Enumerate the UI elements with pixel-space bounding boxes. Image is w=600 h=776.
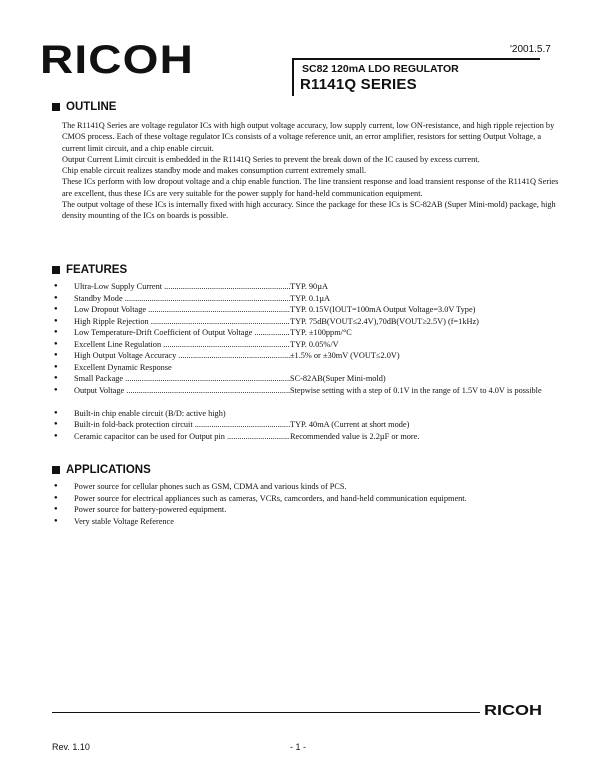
list-item: ● Small Package ..... SC-82AB(Super Mini-mold)	[52, 373, 572, 385]
outline-paragraph: The output voltage of these ICs is internally fixed with high accuracy. Since the package for these ICs is SC-82AB (Super Mini-mold) package, high density mounting of the ICs on boards is possible.	[62, 200, 556, 221]
list-item: ● High Ripple Rejection ..... TYP. 75dB(VOUT≤2.4V),70dB(VOUT≥2.5V) (f=1kHz)	[52, 316, 572, 328]
bullet-icon: ●	[54, 517, 58, 524]
bullet-icon: ●	[54, 317, 58, 324]
ricoh-logo: RICOH	[40, 38, 194, 82]
bullet-icon: ●	[54, 340, 58, 347]
list-item: ● High Output Voltage Accuracy ..... ±1.5% or ±30mV (VOUT≤2.0V)	[52, 350, 572, 362]
bullet-icon: ●	[54, 421, 58, 427]
list-item: ● Power source for battery-powered equipment.	[54, 505, 227, 514]
bullet-icon: ●	[54, 386, 58, 393]
bullet-icon: ●	[54, 409, 58, 416]
square-bullet-icon	[52, 103, 60, 111]
list-item: ● Low Temperature-Drift Coefficient of Output Voltage ..... TYP. ±100ppm/°C	[52, 327, 572, 339]
list-item: ● Excellent Line Regulation ..... TYP. 0.05%/V	[52, 339, 572, 351]
applications-heading: APPLICATIONS	[52, 464, 151, 476]
outline-body	[62, 120, 562, 222]
bullet-icon: ●	[54, 506, 58, 512]
list-item: ● Very stable Voltage Reference	[54, 516, 174, 526]
page-number: - 1 -	[290, 742, 307, 752]
square-bullet-icon	[52, 266, 60, 274]
bullet-icon: ●	[54, 494, 58, 501]
bullet-icon: ●	[54, 363, 58, 370]
features-list	[52, 281, 572, 442]
revision-label: Rev. 1.10	[52, 742, 90, 752]
bullet-icon: ●	[54, 432, 58, 439]
list-item: ● Power source for cellular phones such as GSM, CDMA and various kinds of PCS.	[54, 482, 347, 491]
list-item: ● Low Dropout Voltage ..... TYP. 0.15V(IOUT=100mA Output Voltage=3.0V Type)	[52, 304, 572, 316]
footer-ricoh-logo: RICOH	[484, 702, 543, 719]
list-item: ● Output Voltage ..... Stepwise setting with a step of 0.1V in the range of 1.5V to 4.0V is possible	[52, 385, 572, 408]
bullet-icon: ●	[54, 375, 58, 381]
product-subtitle: SC82 120mA LDO REGULATOR	[302, 63, 459, 75]
bullet-icon: ●	[54, 329, 58, 335]
outline-paragraph: Chip enable circuit realizes standby mode and makes consumption current extremely small.	[62, 166, 367, 176]
footer-rule	[52, 712, 480, 713]
list-item: ● Excellent Dynamic Response	[54, 362, 172, 372]
product-title: R1141Q SERIES	[300, 76, 417, 93]
bullet-icon: ●	[54, 283, 58, 289]
outline-heading: OUTLINE	[52, 101, 116, 113]
applications-list	[52, 481, 572, 527]
bullet-icon: ●	[54, 352, 58, 358]
features-heading: FEATURES	[52, 264, 127, 276]
list-item: ● Standby Mode ..... TYP. 0.1µA	[52, 293, 572, 305]
square-bullet-icon	[52, 466, 60, 474]
list-item: ● Built-in chip enable circuit (B/D: active high)	[54, 408, 226, 418]
title-rule	[300, 58, 540, 60]
document-date: '2001.5.7	[510, 44, 551, 55]
outline-paragraph: Output Current Limit circuit is embedded in the R1141Q Series to prevent the break down of the IC caused by excess current.	[62, 154, 480, 164]
list-item: ● Built-in fold-back protection circuit ..... TYP. 40mA (Current at short mode)	[52, 419, 572, 431]
bullet-icon: ●	[54, 306, 58, 312]
list-item: ● Ultra-Low Supply Current ..... TYP. 90µA	[52, 281, 572, 293]
outline-paragraph: The R1141Q Series are voltage regulator ICs with high output voltage accuracy, low supply current, low ON-resistance, and high ripple rejection by CMOS process. Each of these voltage regulator ICs consists of a voltage reference unit, an error amplifier, resistors for setting Output Voltage, a current limit circuit, and a chip enable circuit.	[62, 121, 555, 153]
bullet-icon: ●	[54, 294, 58, 301]
list-item: ● Power source for electrical appliances such as cameras, VCRs, camcorders, and hand-held communication equipment.	[54, 493, 467, 503]
list-item: ● Ceramic capacitor can be used for Output pin ..... Recommended value is 2.2µF or more.	[52, 431, 572, 443]
outline-paragraph: These ICs perform with low dropout voltage and a chip enable function. The line transient response and load transient response of the R1141Q Series are excellent, thus these ICs are very suitable for the power supply for hand-held communication equipment.	[62, 177, 559, 198]
bullet-icon: ●	[54, 483, 58, 489]
